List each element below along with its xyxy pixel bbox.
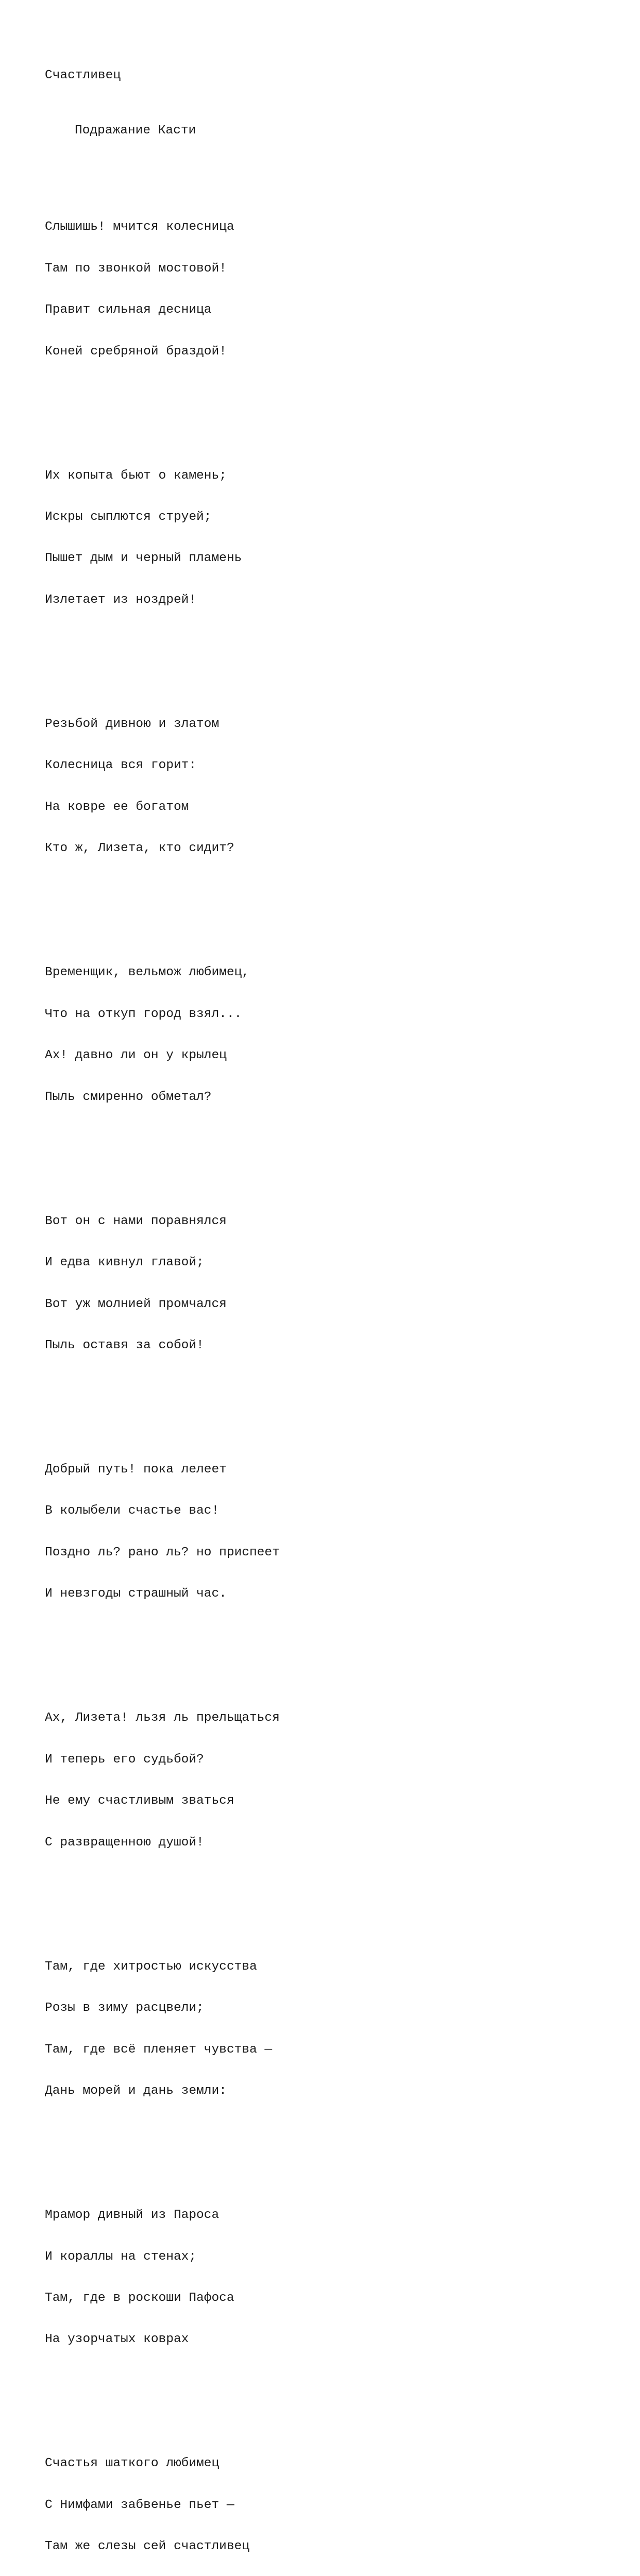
poem-line: Коней сребряной браздой! bbox=[45, 344, 227, 359]
poem-line: Мрамор дивный из Пароса bbox=[45, 2208, 220, 2223]
poem-line: Временщик, вельмож любимец, bbox=[45, 965, 249, 980]
poem-line: Вот он с нами поравнялся bbox=[45, 1214, 227, 1228]
poem-line: На ковре ее богатом bbox=[45, 800, 189, 814]
poem-line: Вот уж молнией промчался bbox=[45, 1297, 227, 1311]
poem-line: Поздно ль? рано ль? но приспеет bbox=[45, 1545, 280, 1560]
poem-line: Дань морей и дань земли: bbox=[45, 2083, 227, 2098]
poem-line: Там по звонкой мостовой! bbox=[45, 261, 227, 276]
stanza-3 bbox=[45, 690, 280, 883]
poem-line: Кто ж, Лизета, кто сидит? bbox=[45, 841, 234, 856]
poem-line: С развращенною душой! bbox=[45, 1835, 204, 1850]
poem-line: Правит сильная десница bbox=[45, 303, 212, 317]
poem-line: Пыль оставя за собой! bbox=[45, 1338, 204, 1352]
poem-subtitle: Подражание Касти bbox=[75, 123, 196, 138]
poem-title: Счастливец bbox=[45, 68, 121, 82]
poem-line: Ах, Лизета! льзя ль прельщаться bbox=[45, 1711, 280, 1725]
stanza-8 bbox=[45, 1933, 280, 2126]
poem-line: С Нимфами забвенье пьет — bbox=[45, 2498, 234, 2512]
stanza-1 bbox=[45, 193, 280, 386]
poem-line: И кораллы на стенах; bbox=[45, 2249, 197, 2264]
poem-line: В колыбели счастье вас! bbox=[45, 1504, 220, 1518]
poem-line: Пыль смиренно обметал? bbox=[45, 1090, 212, 1104]
stanza-2 bbox=[45, 442, 280, 635]
poem-line: Не ему счастливым зваться bbox=[45, 1794, 234, 1808]
poem-line: Излетает из ноздрей! bbox=[45, 592, 197, 607]
poem-line: Там, где в роскоши Пафоса bbox=[45, 2291, 234, 2305]
stanza-6 bbox=[45, 1435, 280, 1629]
poem-line: Там же слезы сей счастливец bbox=[45, 2539, 249, 2554]
poem-line: Ах! давно ли он у крылец bbox=[45, 1048, 227, 1063]
stanza-10 bbox=[45, 2430, 280, 2576]
poem-line: И невзгоды страшный час. bbox=[45, 1587, 227, 1601]
poem-line: Что на откуп город взял... bbox=[45, 1007, 242, 1021]
poem-line: Там, где хитростью искусства bbox=[45, 1959, 257, 1974]
poem-line: Добрый путь! пока лелеет bbox=[45, 1463, 227, 1477]
stanza-5 bbox=[45, 1187, 280, 1380]
poem-line: Их копыта бьют о камень; bbox=[45, 468, 227, 483]
poem-line: На узорчатых коврах bbox=[45, 2332, 189, 2347]
stanza-9 bbox=[45, 2181, 280, 2375]
poem-line: И теперь его судьбой? bbox=[45, 1752, 204, 1767]
poem-line: И едва кивнул главой; bbox=[45, 1256, 204, 1270]
stanza-4 bbox=[45, 939, 280, 1132]
poem-line: Счастья шаткого любимец bbox=[45, 2456, 220, 2471]
poem-line: Розы в зиму расцвели; bbox=[45, 2001, 204, 2015]
poem-line: Там, где всё пленяет чувства — bbox=[45, 2042, 273, 2057]
poem-line: Искры сыплются струей; bbox=[45, 510, 212, 524]
poem-line: Пышет дым и черный пламень bbox=[45, 551, 242, 566]
poem-line: Резьбой дивною и златом bbox=[45, 717, 220, 732]
poem-line: Слышишь! мчится колесница bbox=[45, 220, 234, 234]
poem-line: Колесница вся горит: bbox=[45, 758, 197, 773]
poem-text bbox=[45, 41, 280, 2576]
stanza-7 bbox=[45, 1684, 280, 1877]
